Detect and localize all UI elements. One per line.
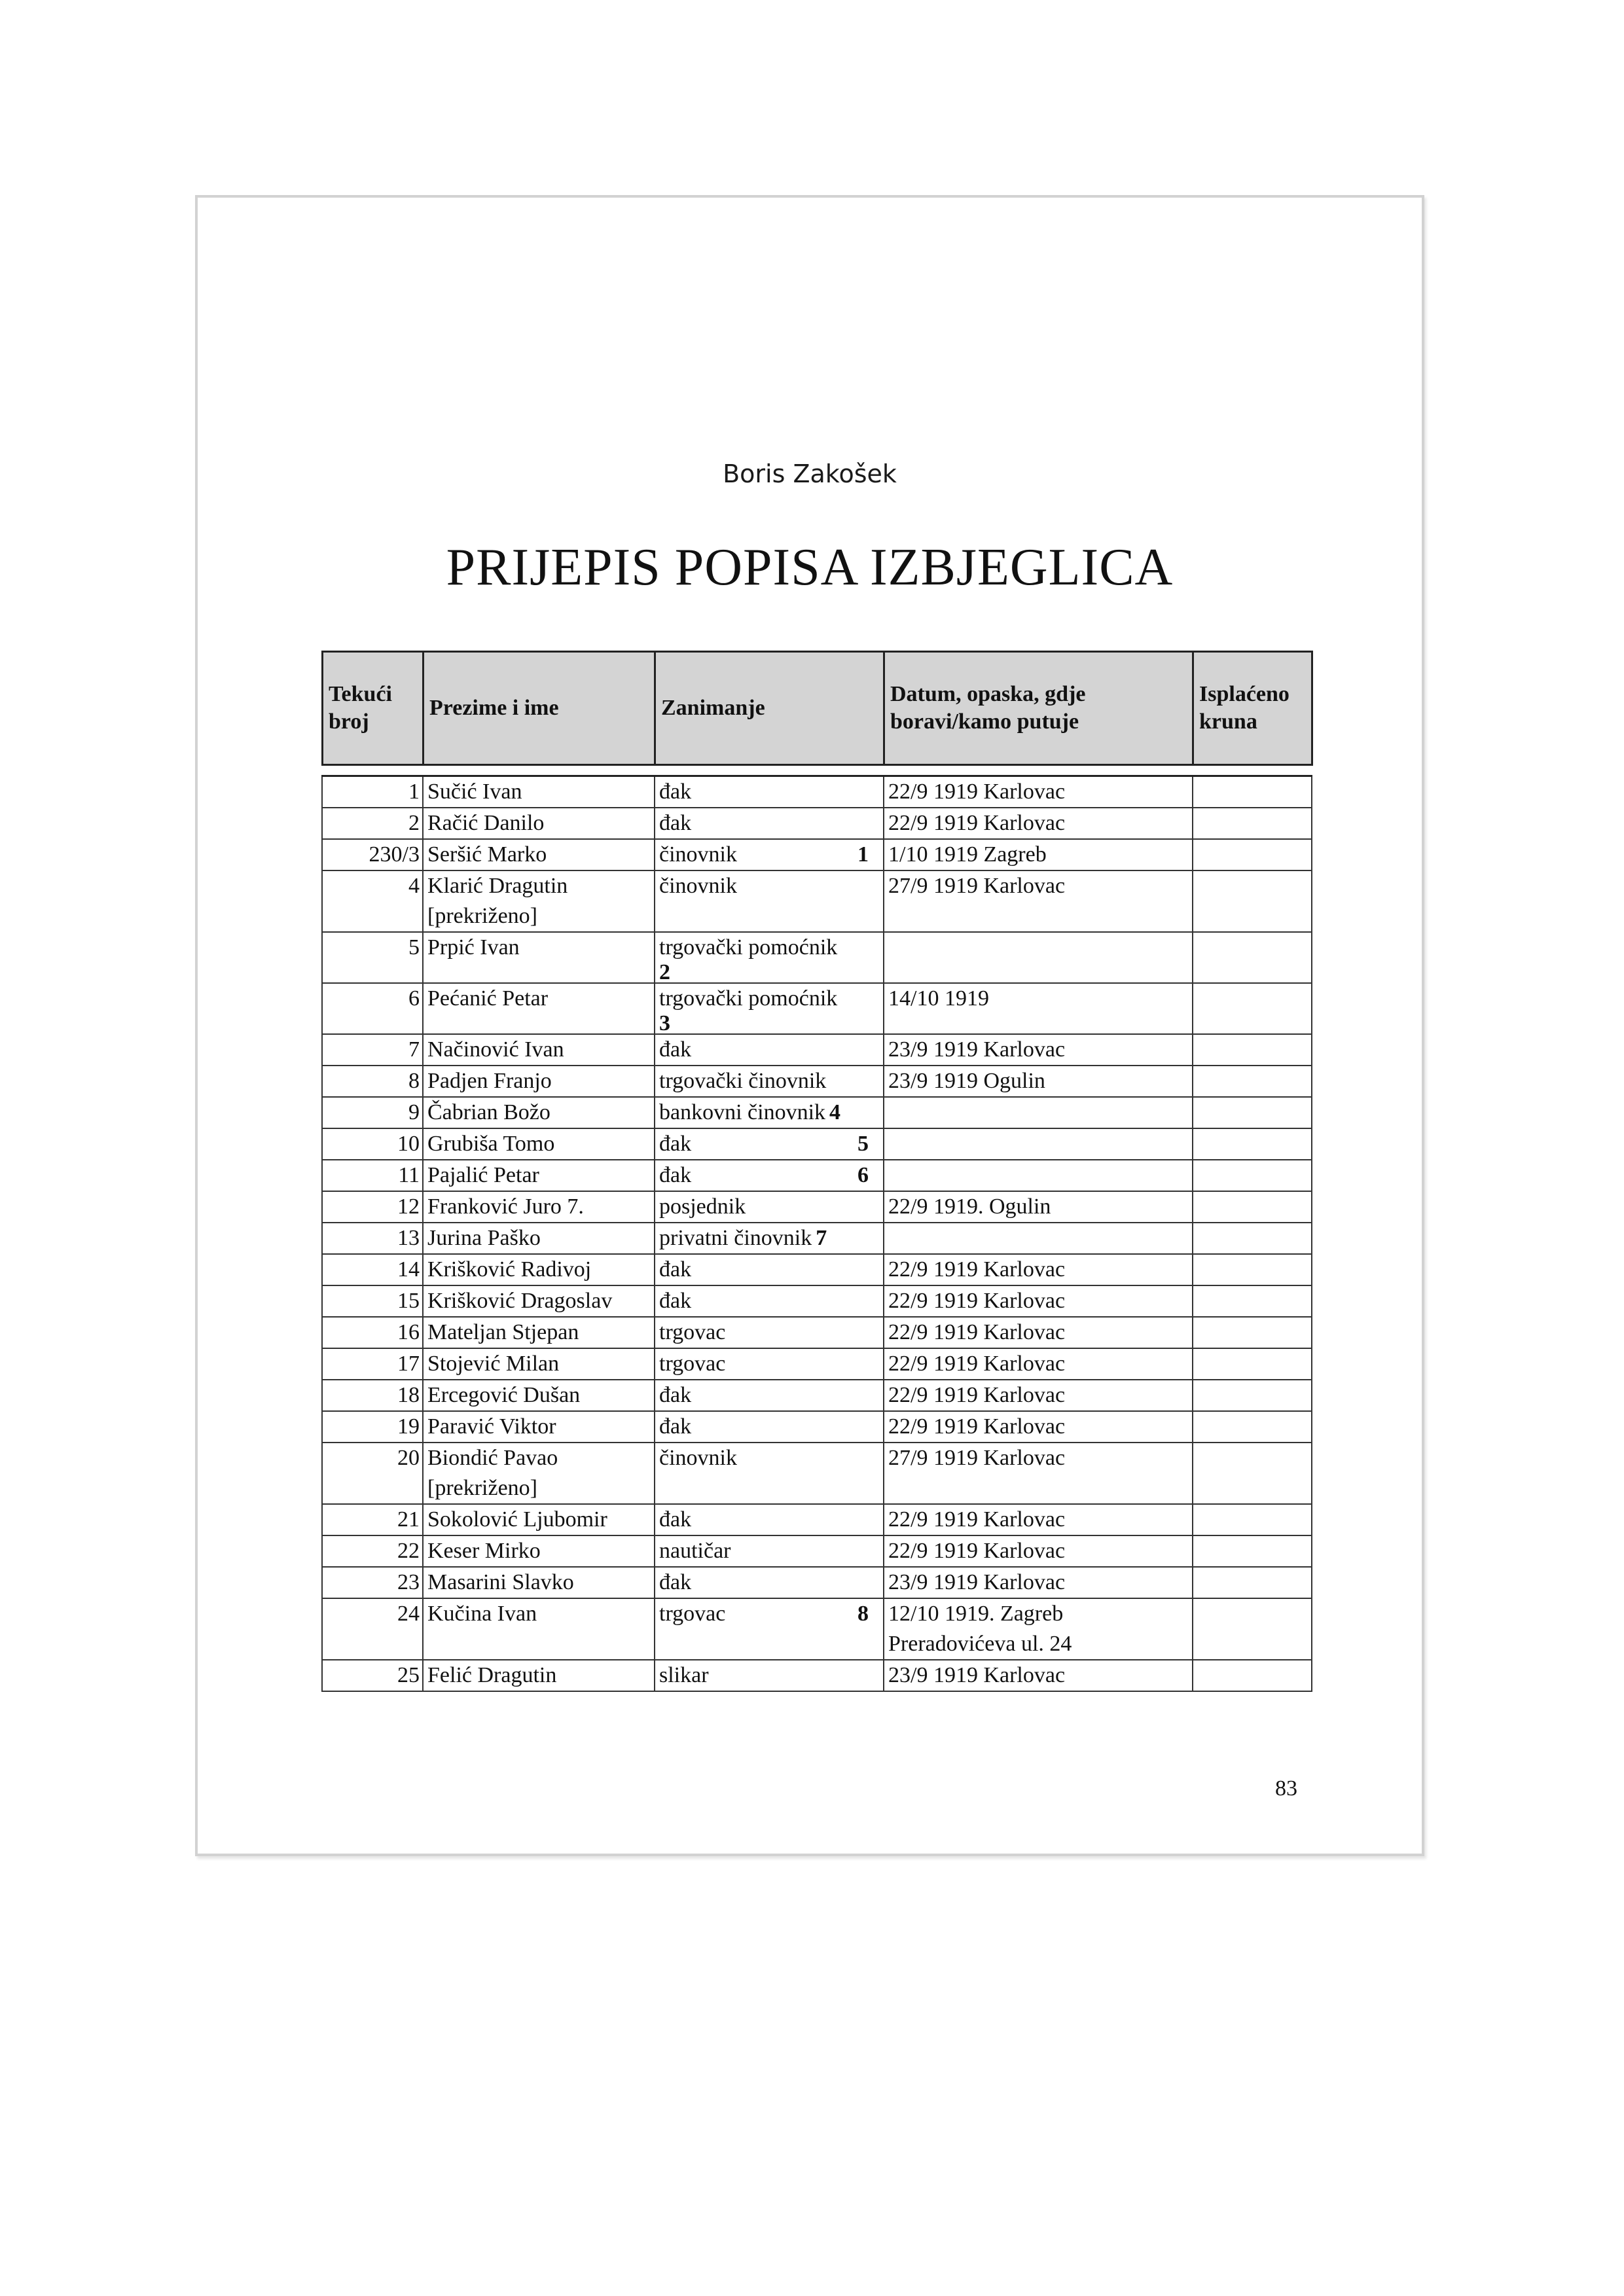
footnote-marker: 6 <box>857 1163 869 1187</box>
table-row <box>322 1504 1312 1535</box>
footnote-marker: 5 <box>857 1132 869 1156</box>
table-row <box>322 1348 1312 1380</box>
cell-name: Padjen Franjo <box>423 1066 655 1097</box>
table-row <box>322 1411 1312 1443</box>
occupation-text: đak <box>659 1163 692 1187</box>
author-name: Boris Zakošek <box>723 459 897 488</box>
cell-name: Masarini Slavko <box>423 1567 655 1598</box>
cell-number: 17 <box>322 1348 423 1380</box>
occupation-text: trgovac <box>659 1320 726 1344</box>
cell-date-note: 27/9 1919 Karlovac <box>884 870 1193 932</box>
occupation-text: činovnik <box>659 1446 737 1470</box>
cell-name: Krišković Radivoj <box>423 1254 655 1285</box>
cell-occupation <box>655 1066 884 1097</box>
cell-date-note: 23/9 1919 Karlovac <box>884 1660 1193 1691</box>
cell-number: 14 <box>322 1254 423 1285</box>
cell-date-note: 22/9 1919 Karlovac <box>884 1254 1193 1285</box>
cell-paid <box>1193 1097 1312 1128</box>
cell-paid <box>1193 1128 1312 1160</box>
cell-date-note: 14/10 1919 <box>884 983 1193 1034</box>
cell-name: Pećanić Petar <box>423 983 655 1034</box>
cell-name: Mateljan Stjepan <box>423 1317 655 1348</box>
cell-number: 5 <box>322 932 423 983</box>
document-page <box>195 195 1424 1856</box>
column-header-number: Tekući broj <box>323 652 424 765</box>
cell-occupation <box>655 776 884 808</box>
occupation-text: đak <box>659 1414 692 1439</box>
occupation-text: đak <box>659 1383 692 1407</box>
cell-date-note: 22/9 1919 Karlovac <box>884 1535 1193 1567</box>
cell-paid <box>1193 1535 1312 1567</box>
column-header-date: Datum, opaska, gdje boravi/kamo putuje <box>884 652 1193 765</box>
cell-name: Kučina Ivan <box>423 1598 655 1660</box>
footnote-marker: 3 <box>659 1011 670 1034</box>
table-row <box>322 776 1312 808</box>
occupation-text: đak <box>659 1132 692 1156</box>
cell-occupation <box>655 1128 884 1160</box>
occupation-text: đak <box>659 811 692 835</box>
table-row <box>322 870 1312 932</box>
cell-paid <box>1193 1598 1312 1660</box>
cell-occupation <box>655 1535 884 1567</box>
occupation-text: trgovac <box>659 1602 726 1626</box>
cell-paid <box>1193 1567 1312 1598</box>
cell-name: Sokolović Ljubomir <box>423 1504 655 1535</box>
cell-paid <box>1193 932 1312 983</box>
cell-date-note <box>884 1097 1193 1128</box>
cell-date-note: 22/9 1919 Karlovac <box>884 1285 1193 1317</box>
refugee-table <box>321 775 1312 1692</box>
cell-occupation <box>655 1567 884 1598</box>
occupation-text: trgovački činovnik <box>659 1069 827 1093</box>
cell-paid <box>1193 776 1312 808</box>
table-row <box>322 1097 1312 1128</box>
cell-number: 24 <box>322 1598 423 1660</box>
cell-occupation <box>655 1034 884 1066</box>
column-header-name: Prezime i ime <box>424 652 655 765</box>
cell-date-note <box>884 1128 1193 1160</box>
table-row <box>322 1285 1312 1317</box>
cell-paid <box>1193 1380 1312 1411</box>
occupation-text: bankovni činovnik <box>659 1100 826 1124</box>
cell-paid <box>1193 1411 1312 1443</box>
cell-name: Seršić Marko <box>423 839 655 870</box>
cell-number: 6 <box>322 983 423 1034</box>
cell-paid <box>1193 1285 1312 1317</box>
occupation-text: đak <box>659 1037 692 1062</box>
table-row <box>322 1567 1312 1598</box>
table-row <box>322 932 1312 983</box>
cell-occupation <box>655 1285 884 1317</box>
cell-occupation <box>655 1598 884 1660</box>
occupation-text: posjednik <box>659 1194 746 1219</box>
cell-name: Paravić Viktor <box>423 1411 655 1443</box>
cell-occupation <box>655 808 884 839</box>
cell-number: 1 <box>322 776 423 808</box>
cell-number: 9 <box>322 1097 423 1128</box>
cell-occupation <box>655 1660 884 1691</box>
cell-paid <box>1193 1443 1312 1504</box>
cell-paid <box>1193 1160 1312 1191</box>
cell-date-note: 22/9 1919 Karlovac <box>884 1348 1193 1380</box>
document-title: PRIJEPIS POPISA IZBJEGLICA <box>446 539 1174 596</box>
table-row <box>322 1380 1312 1411</box>
cell-date-note: 27/9 1919 Karlovac <box>884 1443 1193 1504</box>
cell-number: 4 <box>322 870 423 932</box>
cell-paid <box>1193 1223 1312 1254</box>
cell-date-note: 22/9 1919 Karlovac <box>884 1380 1193 1411</box>
cell-occupation <box>655 839 884 870</box>
cell-name: Stojević Milan <box>423 1348 655 1380</box>
table-row <box>322 1443 1312 1504</box>
footnote-marker: 4 <box>829 1100 841 1124</box>
table-row <box>322 1128 1312 1160</box>
table-header <box>321 651 1313 766</box>
occupation-text: đak <box>659 1507 692 1532</box>
cell-date-note: 22/9 1919 Karlovac <box>884 1504 1193 1535</box>
cell-date-note <box>884 932 1193 983</box>
table-row <box>322 1535 1312 1567</box>
cell-occupation <box>655 870 884 932</box>
cell-number: 16 <box>322 1317 423 1348</box>
table-row <box>322 1317 1312 1348</box>
cell-occupation <box>655 1443 884 1504</box>
cell-number: 230/3 <box>322 839 423 870</box>
cell-date-note <box>884 1223 1193 1254</box>
table-body <box>322 776 1312 1692</box>
cell-paid <box>1193 1660 1312 1691</box>
cell-paid <box>1193 1034 1312 1066</box>
column-header-occupation: Zanimanje <box>655 652 884 765</box>
cell-occupation <box>655 983 884 1034</box>
table-row <box>322 1598 1312 1660</box>
table-row <box>322 808 1312 839</box>
cell-number: 20 <box>322 1443 423 1504</box>
cell-name: Prpić Ivan <box>423 932 655 983</box>
cell-date-note: 22/9 1919 Karlovac <box>884 1411 1193 1443</box>
occupation-text: trgovac <box>659 1352 726 1376</box>
cell-date-note: 22/9 1919. Ogulin <box>884 1191 1193 1223</box>
cell-name: Račić Danilo <box>423 808 655 839</box>
cell-number: 13 <box>322 1223 423 1254</box>
cell-name: Krišković Dragoslav <box>423 1285 655 1317</box>
cell-number: 10 <box>322 1128 423 1160</box>
cell-date-note: 23/9 1919 Ogulin <box>884 1066 1193 1097</box>
cell-name: Grubiša Tomo <box>423 1128 655 1160</box>
cell-occupation <box>655 1504 884 1535</box>
cell-number: 19 <box>322 1411 423 1443</box>
cell-number: 8 <box>322 1066 423 1097</box>
cell-date-note <box>884 1160 1193 1191</box>
footnote-marker: 1 <box>857 842 869 867</box>
cell-occupation <box>655 1191 884 1223</box>
table-row <box>322 983 1312 1034</box>
cell-occupation <box>655 1348 884 1380</box>
occupation-text: đak <box>659 1289 692 1313</box>
cell-date-note: 12/10 1919. Zagreb Preradovićeva ul. 24 <box>884 1598 1193 1660</box>
occupation-text: trgovački pomoćnik <box>659 986 838 1011</box>
occupation-text: činovnik <box>659 842 737 867</box>
cell-paid <box>1193 1504 1312 1535</box>
occupation-text: đak <box>659 1570 692 1594</box>
table-row <box>322 1254 1312 1285</box>
cell-name: Sučić Ivan <box>423 776 655 808</box>
cell-paid <box>1193 1254 1312 1285</box>
cell-paid <box>1193 870 1312 932</box>
footnote-marker: 8 <box>857 1602 869 1626</box>
cell-date-note: 22/9 1919 Karlovac <box>884 808 1193 839</box>
occupation-text: činovnik <box>659 874 737 898</box>
column-header-paid: Isplaćeno kruna <box>1193 652 1312 765</box>
cell-date-note: 22/9 1919 Karlovac <box>884 1317 1193 1348</box>
cell-name: Franković Juro 7. <box>423 1191 655 1223</box>
cell-number: 2 <box>322 808 423 839</box>
cell-name: Pajalić Petar <box>423 1160 655 1191</box>
cell-occupation <box>655 932 884 983</box>
cell-number: 11 <box>322 1160 423 1191</box>
cell-number: 15 <box>322 1285 423 1317</box>
cell-occupation <box>655 1411 884 1443</box>
cell-occupation <box>655 1254 884 1285</box>
table-row <box>322 1160 1312 1191</box>
cell-number: 25 <box>322 1660 423 1691</box>
occupation-text: privatni činovnik <box>659 1226 812 1250</box>
table-row <box>322 1223 1312 1254</box>
cell-number: 23 <box>322 1567 423 1598</box>
occupation-text: trgovački pomoćnik <box>659 935 838 960</box>
cell-name: Biondić Pavao [prekriženo] <box>423 1443 655 1504</box>
cell-name: Jurina Paško <box>423 1223 655 1254</box>
footnote-marker: 2 <box>659 960 670 983</box>
cell-paid <box>1193 983 1312 1034</box>
cell-number: 21 <box>322 1504 423 1535</box>
cell-number: 18 <box>322 1380 423 1411</box>
cell-name: Keser Mirko <box>423 1535 655 1567</box>
cell-number: 22 <box>322 1535 423 1567</box>
occupation-text: đak <box>659 780 692 804</box>
occupation-text: slikar <box>659 1663 709 1687</box>
cell-paid <box>1193 1348 1312 1380</box>
table-row <box>322 839 1312 870</box>
cell-paid <box>1193 1066 1312 1097</box>
cell-occupation <box>655 1160 884 1191</box>
cell-occupation <box>655 1097 884 1128</box>
cell-occupation <box>655 1317 884 1348</box>
cell-number: 7 <box>322 1034 423 1066</box>
cell-paid <box>1193 1317 1312 1348</box>
cell-paid <box>1193 808 1312 839</box>
cell-name: Klarić Dragutin [prekriženo] <box>423 870 655 932</box>
cell-name: Felić Dragutin <box>423 1660 655 1691</box>
table-row <box>322 1066 1312 1097</box>
cell-paid <box>1193 1191 1312 1223</box>
cell-date-note: 23/9 1919 Karlovac <box>884 1567 1193 1598</box>
cell-paid <box>1193 839 1312 870</box>
table-row <box>322 1191 1312 1223</box>
cell-name: Čabrian Božo <box>423 1097 655 1128</box>
cell-name: Načinović Ivan <box>423 1034 655 1066</box>
cell-date-note: 1/10 1919 Zagreb <box>884 839 1193 870</box>
occupation-text: nautičar <box>659 1539 731 1563</box>
occupation-text: đak <box>659 1257 692 1282</box>
cell-date-note: 23/9 1919 Karlovac <box>884 1034 1193 1066</box>
cell-name: Ercegović Dušan <box>423 1380 655 1411</box>
cell-number: 12 <box>322 1191 423 1223</box>
cell-date-note: 22/9 1919 Karlovac <box>884 776 1193 808</box>
cell-occupation <box>655 1380 884 1411</box>
footnote-marker: 7 <box>816 1226 827 1250</box>
page-number: 83 <box>1275 1776 1297 1801</box>
table-row <box>322 1660 1312 1691</box>
cell-occupation <box>655 1223 884 1254</box>
table-row <box>322 1034 1312 1066</box>
